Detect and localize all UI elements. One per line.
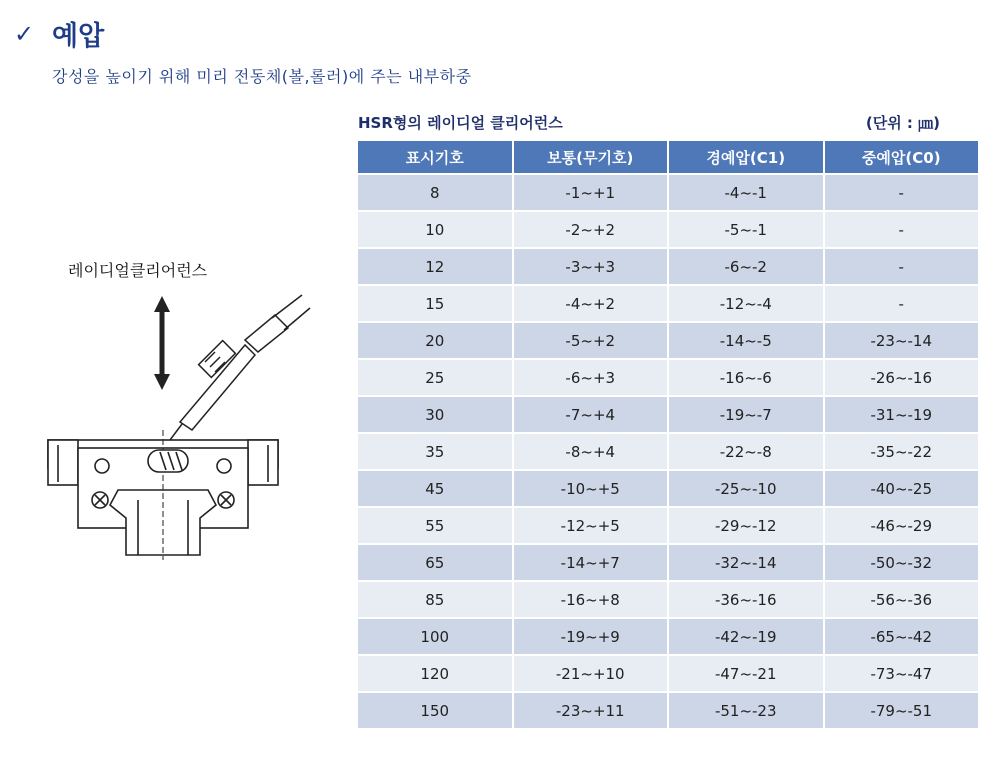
table-cell: -42~-19 <box>669 619 823 654</box>
table-cell: -2~+2 <box>514 212 668 247</box>
table-row <box>358 249 978 284</box>
table-cell: - <box>825 286 979 321</box>
table-cell: 45 <box>358 471 512 506</box>
page-subtitle: 강성을 높이기 위해 미리 전동체(볼,롤러)에 주는 내부하중 <box>52 67 472 86</box>
header-cell: 표시기호 <box>358 141 512 173</box>
table-cell: 8 <box>358 175 512 210</box>
radial-clearance-table <box>356 139 980 730</box>
table-cell: -36~-16 <box>669 582 823 617</box>
checkmark-icon: ✓ <box>14 19 35 48</box>
table-cell: -51~-23 <box>669 693 823 728</box>
table-cell: -47~-21 <box>669 656 823 691</box>
table-cell: -5~-1 <box>669 212 823 247</box>
table-cell: 55 <box>358 508 512 543</box>
table-cell: -16~-6 <box>669 360 823 395</box>
table-row <box>358 619 978 654</box>
table-row <box>358 693 978 728</box>
table-cell: -3~+3 <box>514 249 668 284</box>
diagram-label: 레이디얼클리어런스 <box>68 261 208 280</box>
linear-guide-diagram <box>40 290 340 570</box>
table-cell: -19~-7 <box>669 397 823 432</box>
table-cell: -73~-47 <box>825 656 979 691</box>
table-cell: -16~+8 <box>514 582 668 617</box>
table-cell: -10~+5 <box>514 471 668 506</box>
table-row <box>358 175 978 210</box>
linear-guide-block-icon <box>48 430 278 560</box>
table-cell: 120 <box>358 656 512 691</box>
table-cell: -46~-29 <box>825 508 979 543</box>
table-cell: - <box>825 175 979 210</box>
header-cell: 중예압(C0) <box>825 141 979 173</box>
table-cell: 65 <box>358 545 512 580</box>
table-row <box>358 508 978 543</box>
table-cell: -25~-10 <box>669 471 823 506</box>
table-cell: -23~+11 <box>514 693 668 728</box>
table-cell: -14~-5 <box>669 323 823 358</box>
table-cell: -14~+7 <box>514 545 668 580</box>
table-row <box>358 656 978 691</box>
table-unit: (단위 : ㎛) <box>865 114 940 132</box>
table-row <box>358 397 978 432</box>
table-cell: -22~-8 <box>669 434 823 469</box>
table-cell: -65~-42 <box>825 619 979 654</box>
table-cell: 20 <box>358 323 512 358</box>
table-cell: -19~+9 <box>514 619 668 654</box>
page-title: 예압 <box>52 21 105 52</box>
table-cell: 85 <box>358 582 512 617</box>
table-cell: -7~+4 <box>514 397 668 432</box>
table-cell: -31~-19 <box>825 397 979 432</box>
table-cell: -56~-36 <box>825 582 979 617</box>
table-row <box>358 471 978 506</box>
table-cell: -6~-2 <box>669 249 823 284</box>
table-cell: -4~+2 <box>514 286 668 321</box>
table-cell: - <box>825 212 979 247</box>
table-row <box>358 212 978 247</box>
header-cell: 보통(무기호) <box>514 141 668 173</box>
table-cell: 150 <box>358 693 512 728</box>
table-cell: -12~-4 <box>669 286 823 321</box>
table-row <box>358 286 978 321</box>
table-cell: -40~-25 <box>825 471 979 506</box>
table-cell: 10 <box>358 212 512 247</box>
table-cell: -21~+10 <box>514 656 668 691</box>
table-cell: -12~+5 <box>514 508 668 543</box>
table-row <box>358 545 978 580</box>
table-cell: -5~+2 <box>514 323 668 358</box>
table-cell: -79~-51 <box>825 693 979 728</box>
table-cell: -26~-16 <box>825 360 979 395</box>
table-cell: -35~-22 <box>825 434 979 469</box>
table-caption <box>358 112 978 133</box>
table-cell: -50~-32 <box>825 545 979 580</box>
table-cell: 15 <box>358 286 512 321</box>
table-cell: -1~+1 <box>514 175 668 210</box>
table-title: HSR형의 레이디얼 클리어런스 <box>358 114 563 132</box>
table-cell: -32~-14 <box>669 545 823 580</box>
table-row <box>358 360 978 395</box>
table-cell: -4~-1 <box>669 175 823 210</box>
table-cell: 25 <box>358 360 512 395</box>
header-cell: 경예압(C1) <box>669 141 823 173</box>
table-cell: - <box>825 249 979 284</box>
dial-gauge-icon <box>170 295 310 440</box>
table-row <box>358 582 978 617</box>
section-heading <box>14 14 104 53</box>
table-row <box>358 434 978 469</box>
table-header-row <box>358 141 978 173</box>
table-cell: -29~-12 <box>669 508 823 543</box>
table-cell: 12 <box>358 249 512 284</box>
table-cell: -8~+4 <box>514 434 668 469</box>
table-cell: 100 <box>358 619 512 654</box>
table-cell: 30 <box>358 397 512 432</box>
double-arrow-icon <box>154 296 170 390</box>
table-cell: -23~-14 <box>825 323 979 358</box>
table-cell: 35 <box>358 434 512 469</box>
table-row <box>358 323 978 358</box>
table-cell: -6~+3 <box>514 360 668 395</box>
